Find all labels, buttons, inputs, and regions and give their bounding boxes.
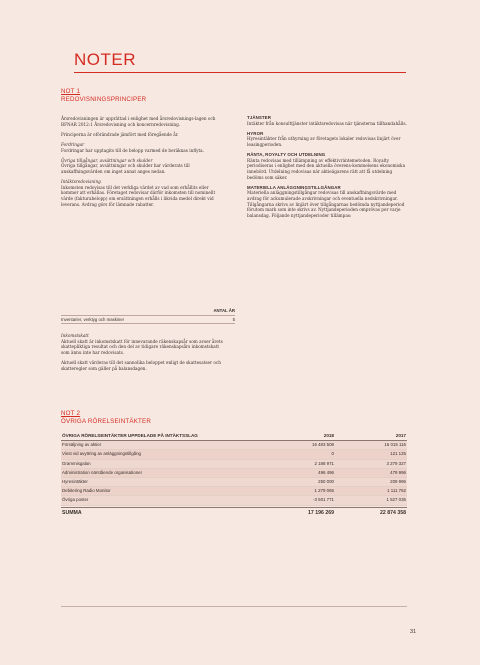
row-value-2017: 1 527 036 [386, 497, 406, 503]
tjanster-title: TJÄNSTER [247, 115, 271, 120]
table-row [61, 469, 407, 478]
other-income-table [61, 432, 407, 518]
sum-label: SUMMA [62, 509, 82, 516]
row-value-2017: 479 996 [390, 469, 406, 475]
intakt-text: Inkomsten redovisas till det verkliga värdet av vad som erhållits eller kommer att erhållas. Företaget redovisar därför inkomsten till nominellt värde (fakturabelopp) om ersättningen erhålls i likvida medel direkt vid leverans. Avdrag görs för lämnade rabatter. [61, 184, 216, 207]
table-header-2017: 2017 [395, 433, 406, 438]
useful-life-header: ANTAL ÅR [61, 308, 235, 316]
tax-title: Inkomstskatt [61, 333, 89, 338]
hyror-title: HYROR [247, 130, 264, 136]
row-label: Övriga poster [62, 497, 89, 503]
row-value-2018: 2 188 971 [314, 460, 334, 466]
bottom-divider [61, 606, 407, 607]
row-value-2017: 3 279 327 [386, 460, 406, 466]
fordringar-text: Fordringar har upptagits till de belopp varmed de beräknas inflyta. [61, 147, 204, 153]
row-label: Grammisgalan [62, 460, 91, 466]
page-number: 31 [410, 629, 416, 635]
note2-title: ÖVRIGA RÖRELSEINTÄKTER [61, 417, 152, 425]
page-title: NOTER [74, 50, 136, 69]
tax-text-2: Aktuell skatt värderas till det sannolika beloppet enligt de skattesatser och skatteregler som gäller på balansdagen. [61, 359, 221, 371]
row-value-2018: 0 [331, 451, 334, 457]
materiella-text: Materiella anläggningstillgångar redovisas till anskaffningsvärde med avdrag för ackumulerade avskrivningar och eventuella nedskrivningar. Tillgångarna skrivs av linjärt över tillgångarnas bedömda nyttjandeperiod förutom mark som inte skrivs av. Nyttjandeperioden omprövas per varje balansdag. Följande nyttjandeperioder tillämpas: [247, 190, 405, 218]
note1-right-column [247, 115, 409, 223]
row-label: Hyresintäkter [62, 478, 88, 484]
ranta-text: Ränta redovisas med tillämpning av effektivräntemetoden. Royalty periodiseras i enlighet med den aktuella överens-kommelsens ekonomiska innebörd. Utdelning redovisas när aktieägarens rätt att få utdelning bedöms som säker. [247, 157, 406, 180]
row-value-2017: 1 111 762 [387, 488, 406, 494]
ovriga-text: Övriga tillgångar, avsättningar och skulder har värderats till anskaffningsvärden om inget annat anges nedan. [61, 163, 190, 174]
intro-paragraph: Årsredovisningen är upprättad i enlighet med årsredovisnings-lagen och BFNAR 2012:1 Årsredovisning och koncernredovisning. [61, 116, 216, 127]
row-label: Debitering Radio Monitor [62, 488, 111, 494]
row-value-2018: 250 000 [318, 478, 334, 484]
useful-life-table [61, 308, 235, 324]
principles-paragraph: Principerna är oförändrade jämfört med föregående år. [61, 131, 179, 137]
table-header-label: ÖVRIGA RÖRELSEINTÄKTER UPPDELADE PÅ INTÄKTSSLAG [62, 433, 198, 438]
table-row [61, 450, 407, 459]
note2-heading [61, 410, 151, 425]
tax-section [61, 333, 223, 376]
table-header-row [61, 432, 407, 441]
table-row [61, 460, 407, 469]
note1-number: NOT 1 [61, 88, 81, 95]
row-value-2018: 1 279 065 [314, 488, 334, 494]
table-row [61, 441, 407, 450]
intakt-title: Intäktsredovisning [61, 179, 101, 185]
table-body [61, 441, 407, 505]
row-value-2017: 209 996 [390, 478, 406, 484]
ovriga-title: Övriga tillgångar, avsättningar och skulder [61, 157, 153, 163]
table-row [61, 487, 407, 496]
row-value-2018: 16 483 508 [312, 442, 334, 448]
tjanster-text: Intäkter från konsulttjänster intäktsredovisas när tjänsterna tillhandahålls. [247, 120, 407, 126]
row-label: Försäljning av aktier [62, 442, 102, 448]
table-sum-row [61, 507, 407, 518]
row-value-2017: 121 125 [390, 451, 406, 457]
hyror-text: Hyresintäkter från uthyrning av företagets lokaler redovisas linjärt över leasingperioden. [247, 136, 401, 147]
note1-left-column [61, 116, 223, 212]
materiella-title: MATERIELLA ANLÄGGNINGSTILLGÅNGAR [247, 184, 341, 190]
note1-title: REDOVISNINGSPRINCIPER [61, 95, 147, 103]
row-label: Vinst vid avyttring av anläggningstillgång [62, 451, 141, 457]
useful-life-label: Inventarier, verktyg och maskiner [61, 317, 125, 322]
note1-heading [61, 88, 146, 103]
tax-text-1: Aktuell skatt är inkomstskatt för innevarande räkenskapsår som avser årets skattepliktiga resultat och den del av tidigare räkenskapsårs inkomstskatt som ännu inte har redovisats. [61, 338, 223, 355]
row-value-2018: -3 501 771 [313, 497, 334, 503]
row-value-2017: 16 015 116 [384, 442, 406, 448]
row-value-2018: 496 496 [318, 469, 334, 475]
title-divider [74, 72, 406, 73]
table-header-2018: 2018 [323, 433, 334, 438]
row-label: Administration närstående organisationer [62, 469, 143, 475]
ranta-title: RÄNTA, ROYALTY OCH UTDELNING [247, 152, 326, 158]
sum-value-2018: 17 196 269 [308, 509, 334, 516]
note2-number: NOT 2 [61, 410, 81, 417]
fordringar-title: Fordringar [61, 141, 85, 147]
table-row [61, 496, 407, 505]
table-row [61, 316, 235, 324]
table-row [61, 478, 407, 487]
useful-life-value: 5 [232, 317, 235, 322]
sum-value-2017: 22 874 358 [380, 509, 406, 516]
